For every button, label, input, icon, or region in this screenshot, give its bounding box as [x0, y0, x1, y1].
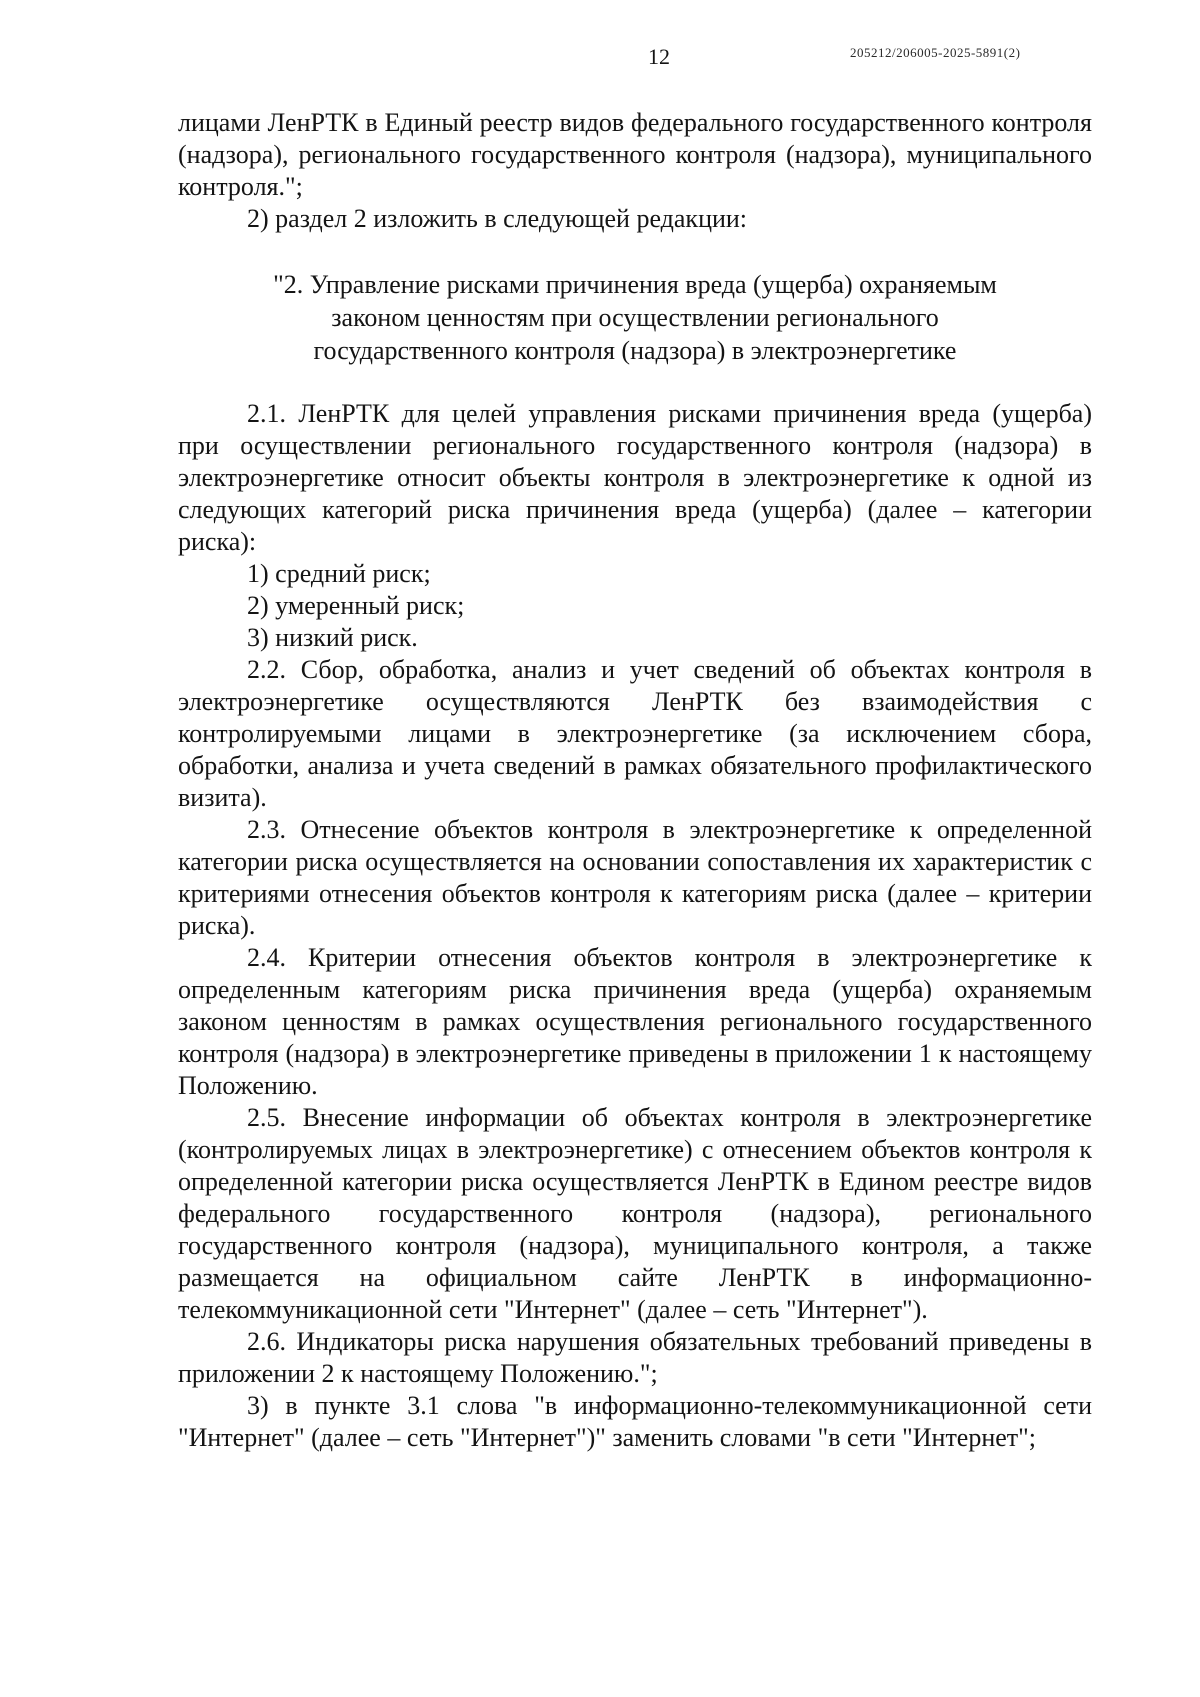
paragraph-item-3: 3) в пункте 3.1 слова "в информационно-телекоммуникационной сети "Интернет" (далее – сеть "Интернет")" заменить словами "в сети "Интернет"; [178, 1391, 1092, 1452]
paragraph-2-4: 2.4. Критерии отнесения объектов контроля в электроэнергетике к определенным категориям риска причинения вреда (ущерба) охраняемым законом ценностям в рамках осуществления регионального государственного контроля (надзора) в электроэнергетике приведены в приложении 1 к настоящему Положению. [178, 943, 1092, 1100]
page-number: 12 [648, 44, 670, 69]
paragraph-2-3: 2.3. Отнесение объектов контроля в электроэнергетике к определенной категории риска осуществляется на основании сопоставления их характеристик с критериями отнесения объектов контроля к категориям риска (далее – критерии риска). [178, 815, 1092, 940]
section-heading [178, 268, 1092, 367]
section-heading-line-1: "2. Управление рисками причинения вреда (ущерба) охраняемым [273, 270, 997, 299]
paragraph-continuation: лицами ЛенРТК в Единый реестр видов федерального государственного контроля (надзора), регионального государственного контроля (надзора), муниципального контроля."; [178, 108, 1092, 201]
paragraph-item-2: 2) раздел 2 изложить в следующей редакции: [247, 204, 748, 233]
document-body [178, 107, 1092, 1454]
document-registration-code: 205212/206005-2025-5891(2) [850, 45, 1021, 60]
risk-category-3: 3) низкий риск. [247, 623, 418, 652]
risk-category-2: 2) умеренный риск; [247, 591, 465, 620]
risk-category-1: 1) средний риск; [247, 559, 431, 588]
section-heading-line-2: законом ценностям при осуществлении регионального [331, 303, 939, 332]
paragraph-2-1: 2.1. ЛенРТК для целей управления рисками причинения вреда (ущерба) при осуществлении регионального государственного контроля (надзора) в электроэнергетике относит объекты контроля в электроэнергетике к одной из следующих категорий риска причинения вреда (ущерба) (далее – категории риска): [178, 399, 1092, 556]
paragraph-2-6: 2.6. Индикаторы риска нарушения обязательных требований приведены в приложении 2 к настоящему Положению."; [178, 1327, 1092, 1388]
paragraph-2-2: 2.2. Сбор, обработка, анализ и учет сведений об объектах контроля в электроэнергетике осуществляются ЛенРТК без взаимодействия с контролируемыми лицами в электроэнергетике (за исключением сбора, обработки, анализа и учета сведений в рамках обязательного профилактического визита). [178, 655, 1092, 812]
section-heading-line-3: государственного контроля (надзора) в электроэнергетике [313, 336, 957, 365]
paragraph-2-5: 2.5. Внесение информации об объектах контроля в электроэнергетике (контролируемых лицах в электроэнергетике) с отнесением объектов контроля к определенной категории риска осуществляется ЛенРТК в Едином реестре видов федерального государственного контроля (надзора), регионального государственного контроля (надзора), муниципального контроля, а также размещается на официальном сайте ЛенРТК в информационно-телекоммуникационной сети "Интернет" (далее – сеть "Интернет"). [178, 1103, 1092, 1324]
